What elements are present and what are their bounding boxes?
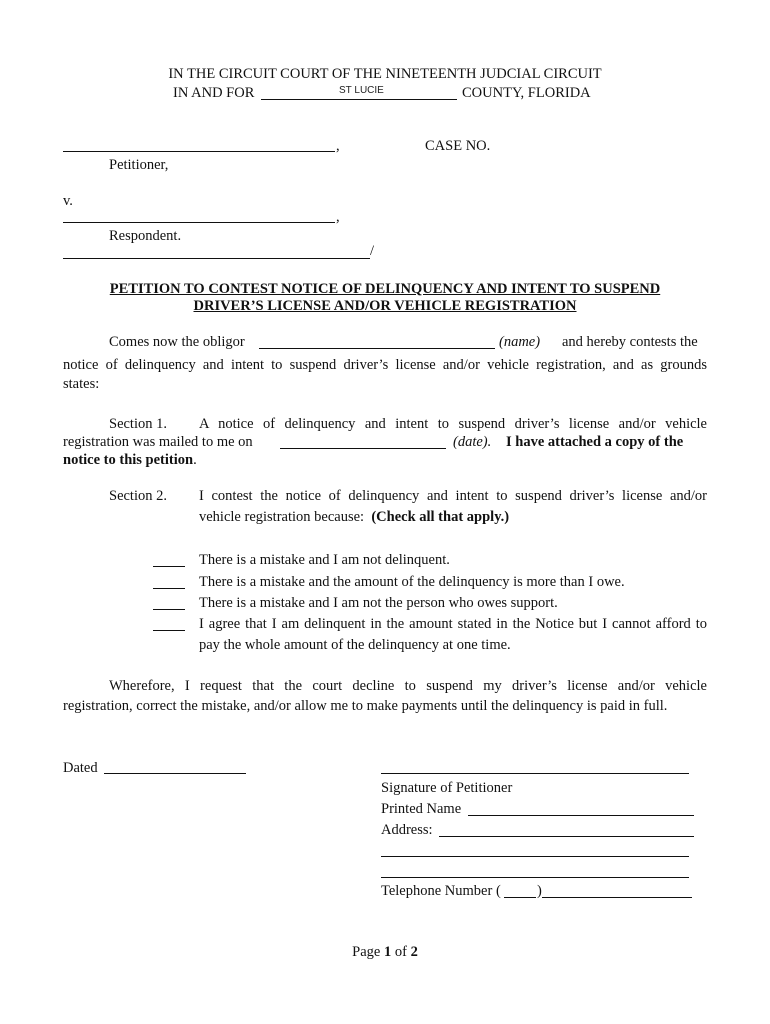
telephone-close: ) — [537, 883, 542, 899]
wherefore-line1: Wherefore, I request that the court decline to suspend my driver’s license and/or vehicle — [109, 678, 707, 694]
petitioner-name-line[interactable] — [63, 151, 335, 152]
signature-label: Signature of Petitioner — [381, 780, 513, 796]
intro-line2: notice of delinquency and intent to suspend driver’s license and/or vehicle registration, and as grounds — [63, 357, 707, 373]
signature-line[interactable] — [381, 773, 689, 774]
petition-title-line2: DRIVER’S LICENSE AND/OR VEHICLE REGISTRATION — [193, 298, 577, 314]
notice-attached-bold: notice to this petition. — [63, 452, 197, 468]
petition-title-line1: PETITION TO CONTEST NOTICE OF DELINQUENCY AND INTENT TO SUSPEND — [109, 281, 661, 297]
mailed-date-line[interactable] — [280, 448, 446, 449]
checkbox-not-person[interactable] — [153, 609, 185, 610]
option-cannot-afford-cont: pay the whole amount of the delinquency at one time. — [199, 637, 511, 653]
page-indicator: Page 1 of 2 — [352, 944, 418, 960]
caption-close-line — [63, 258, 370, 259]
county-field-value[interactable]: ST LUCIE — [339, 85, 384, 96]
in-and-for-label: IN AND FOR — [173, 85, 255, 101]
option-cannot-afford: I agree that I am delinquent in the amount stated in the Notice but I cannot afford to — [199, 616, 707, 632]
telephone-label: Telephone Number ( — [381, 883, 501, 899]
printed-name-label: Printed Name — [381, 801, 462, 817]
section1-label: Section 1. — [109, 416, 167, 432]
wherefore-line2: registration, correct the mistake, and/or allow me to make payments until the delinquency is paid in full. — [63, 698, 668, 714]
name-hint: (name) — [499, 334, 541, 350]
address-line-3[interactable] — [381, 877, 689, 878]
intro-lead: Comes now the obligor — [109, 334, 245, 350]
caption-slash: / — [370, 243, 375, 259]
section2-text1: I contest the notice of delinquency and intent to suspend driver’s license and/or — [199, 488, 707, 504]
respondent-comma: , — [336, 209, 340, 225]
county-field-line[interactable] — [261, 99, 457, 100]
versus-label: v. — [63, 193, 73, 209]
respondent-name-line[interactable] — [63, 222, 335, 223]
section1-text2: registration was mailed to me on — [63, 434, 253, 450]
checkbox-cannot-afford[interactable] — [153, 630, 185, 631]
petitioner-label: Petitioner, — [109, 157, 169, 173]
option-amount-more: There is a mistake and the amount of the delinquency is more than I owe. — [199, 574, 625, 590]
section2-text2: vehicle registration because: (Check all that apply.) — [199, 509, 510, 525]
telephone-number-line[interactable] — [542, 897, 692, 898]
address-label: Address: — [381, 822, 433, 838]
area-code-line[interactable] — [504, 897, 536, 898]
dated-line[interactable] — [104, 773, 246, 774]
option-not-person: There is a mistake and I am not the person who owes support. — [199, 595, 558, 611]
court-heading: IN THE CIRCUIT COURT OF THE NINETEENTH JUDCIAL CIRCUIT — [168, 66, 602, 82]
address-line-2[interactable] — [381, 856, 689, 857]
intro-tail: and hereby contests the — [562, 334, 698, 350]
dated-label: Dated — [63, 760, 98, 776]
checkbox-not-delinquent[interactable] — [153, 566, 185, 567]
date-hint: (date). — [453, 434, 492, 450]
attached-copy-bold: I have attached a copy of the — [506, 434, 684, 450]
petitioner-comma: , — [336, 138, 340, 154]
county-florida-label: COUNTY, FLORIDA — [462, 85, 591, 101]
checkbox-amount-more[interactable] — [153, 588, 185, 589]
obligor-name-line[interactable] — [259, 348, 495, 349]
intro-line3: states: — [63, 376, 100, 392]
section1-text1: A notice of delinquency and intent to suspend driver’s license and/or vehicle — [199, 416, 707, 432]
case-no-label: CASE NO. — [425, 138, 491, 154]
printed-name-line[interactable] — [468, 815, 694, 816]
section2-label: Section 2. — [109, 488, 167, 504]
respondent-label: Respondent. — [109, 228, 182, 244]
option-not-delinquent: There is a mistake and I am not delinquent. — [199, 552, 450, 568]
address-line-1[interactable] — [439, 836, 694, 837]
